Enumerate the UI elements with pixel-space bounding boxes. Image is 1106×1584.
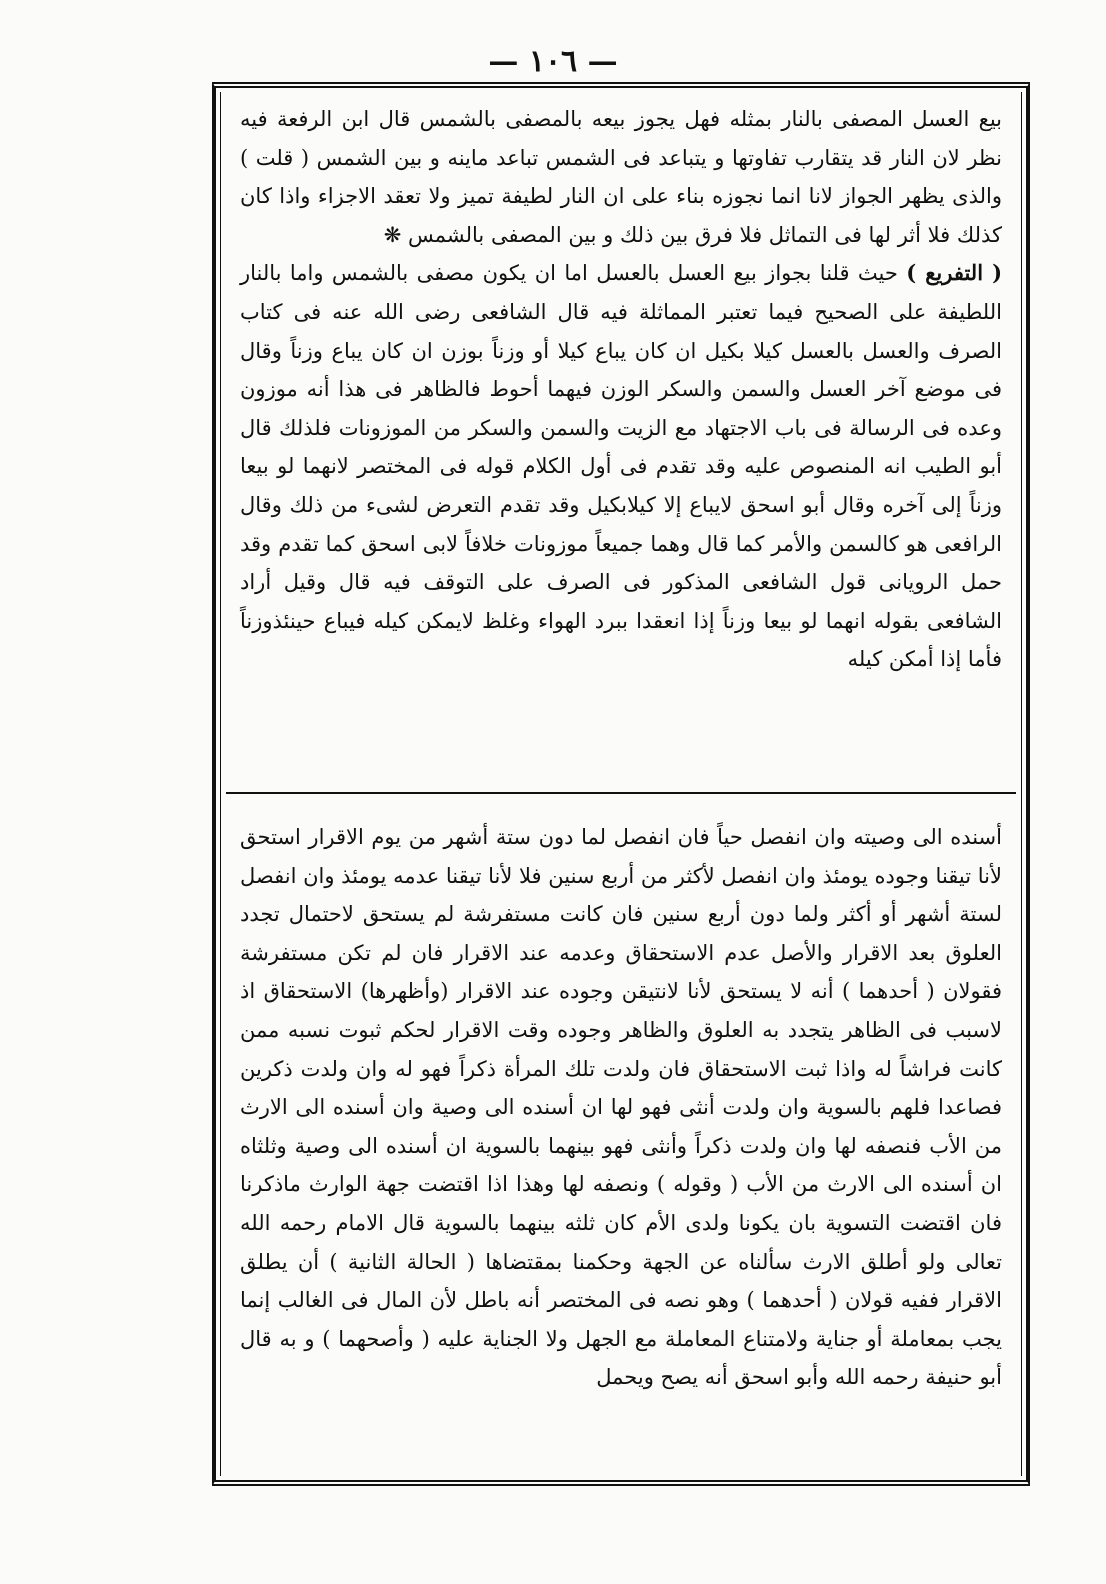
top-paragraph-1: بيع العسل المصفى بالنار بمثله فهل يجوز بيعه بالمصفى بالشمس قال ابن الرفعة فيه نظر لان النار قد يتقارب تفاوتها و يتباعد فى الشمس تباعد ماينه و بين الشمس ( قلت ) والذى يظهر الجواز لانا انما نجوزه بناء على ان النار لطيفة تميز ولا تعقد الاجزاء واذا كان كذلك فلا أثر لها فى التماثل فلا فرق بين ذلك و بين المصفى بالشمس ❋ bbox=[240, 107, 1002, 247]
page-number: — ١٠٦ — bbox=[488, 44, 618, 79]
top-paragraph-2-text: حيث قلنا بجواز بيع العسل بالعسل اما ان يكون مصفى بالشمس واما بالنار اللطيفة على الصحيح فيما تعتبر المماثلة فيه قال الشافعى رضى الله عنه فى كتاب الصرف والعسل بالعسل كيلا بكيل ان كان يباع كيلا أو وزناً بوزن ان كان يباع وزناً وقال فى موضع آخر العسل والسمن والسكر الوزن فيهما أحوط فالظاهر فى هذا أنه موزون وعده فى الرسالة فى باب الاجتهاد مع الزيت والسمن والسكر من الموزونات فلذلك قال أبو الطيب انه المنصوص عليه وقد تقدم فى أول الكلام قوله فى المختصر لانهما لو بيعا وزناً إلى آخره وقال أبو اسحق لايباع إلا كيلابكيل وقد تقدم التعرض لشىء من ذلك وقال الرافعى هو كالسمن والأمر كما قال وهما جميعاً موزونات خلافاً لابى اسحق كما تقدم وقد حمل الرويانى قول الشافعى المذكور فى الصرف على التوقف فيه قال وقيل أراد الشافعى بقوله انهما لو بيعا وزناً إذا انعقدا ببرد الهواء وغلظ لايمكن كيله فيباع حينئذوزناً فأما إذا أمكن كيله bbox=[240, 261, 1003, 672]
bottom-paragraph: أسنده الى وصيته وان انفصل حياً فان انفصل لما دون ستة أشهر من يوم الاقرار استحق لأنا تيقنا وجوده يومئذ وان انفصل لأكثر من أربع سنين فلا لأنا تيقنا عدمه يومئذ وان انفصل لستة أشهر أو أكثر ولما دون أربع سنين فان كانت مستفرشة لم يستحق لاحتمال تجدد العلوق بعد الاقرار والأصل عدم الاستحقاق وعدمه عند الاقرار فان لم تكن مستفرشة فقولان ( أحدهما ) أنه لا يستحق لأنا لانتيقن وجوده عند الاقرار (وأظهرها) الاستحقاق اذ لاسبب فى الظاهر يتجدد به العلوق والظاهر وجوده وقت الاقرار لحكم ثبوت نسبه ممن كانت فراشاً له واذا ثبت الاستحقاق فان ولدت تلك المرأة ذكراً فهو له وان ولدت ذكرين فصاعدا فلهم بالسوية وان ولدت أنثى فهو لها ان أسنده الى وصية وان أسنده الى الارث من الأب فنصفه لها وان ولدت ذكراً وأنثى فهو بينهما بالسوية ان أسنده الى وصية وثلثاه ان أسنده الى الارث من الأب ( وقوله ) ونصفه لها وهذا اذا اقتضت جهة الوارث ماذكرنا فان اقتضت التسوية بان يكونا ولدى الأم كان ثلثه بينهما بالسوية قال الامام رحمه الله تعالى ولو أطلق الارث سألناه عن الجهة وحكمنا بمقتضاها ( الحالة الثانية ) أن يطلق الاقرار ففيه قولان ( أحدهما ) وهو نصه فى المختصر أنه باطل لأن المال فى الغالب إنما يجب بمعاملة أو جناية ولامتناع المعاملة مع الجهل ولا الجناية عليه ( وأصحهما ) و به قال أبو حنيفة رحمه الله وأبو اسحق أنه يصح ويحمل bbox=[240, 825, 1002, 1390]
section-divider bbox=[226, 792, 1016, 794]
text-frame bbox=[212, 82, 1030, 1486]
section-heading-tafri: ( التفريع ) bbox=[906, 260, 1002, 286]
top-text-section bbox=[240, 100, 1002, 679]
top-paragraph-2 bbox=[240, 254, 1002, 679]
bottom-text-section bbox=[240, 818, 1002, 1397]
